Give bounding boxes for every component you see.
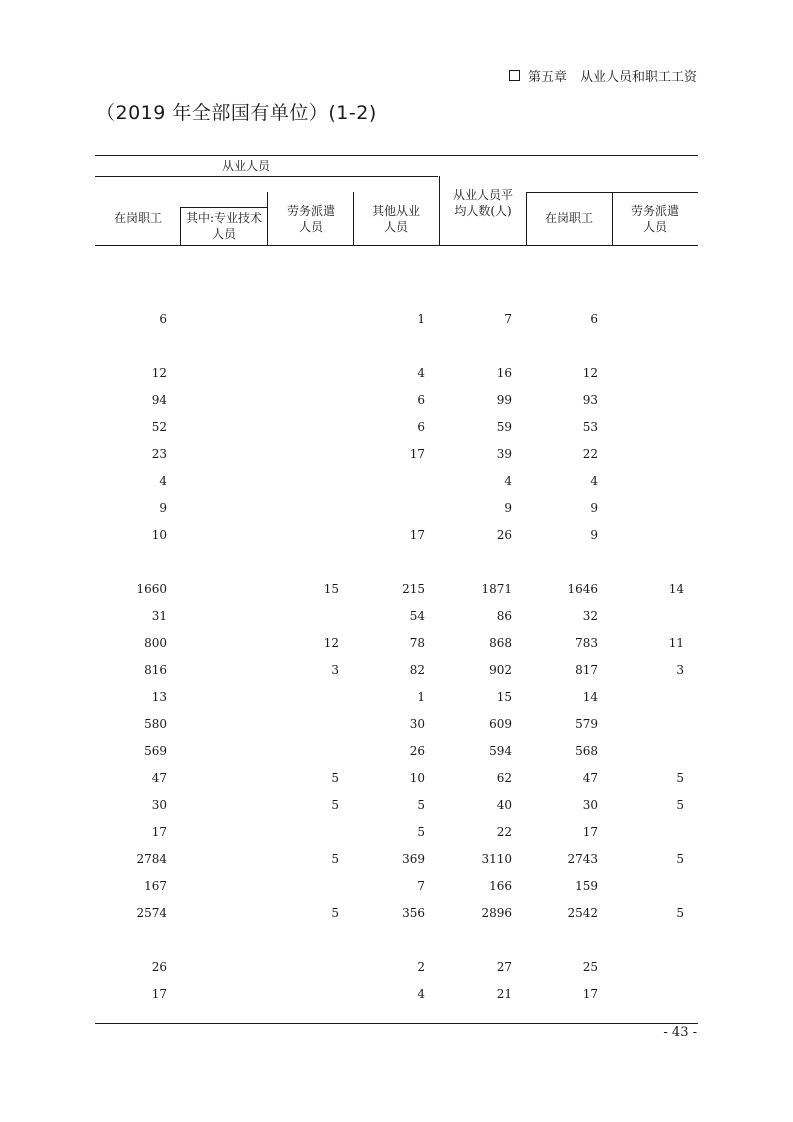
table-cell-c4: 82	[409, 663, 425, 677]
table-cell-c1: 2574	[136, 906, 167, 920]
table-cell-c3: 12	[323, 636, 339, 650]
table-cell-c6: 1646	[567, 582, 598, 596]
table-cell-c4: 6	[417, 393, 425, 407]
table-cell-c4: 4	[417, 366, 425, 380]
table-cell-c6: 2743	[567, 852, 598, 866]
col-divider	[526, 192, 527, 245]
table-cell-c6: 579	[575, 717, 598, 731]
table-cell-c5: 2896	[481, 906, 512, 920]
table-cell-c4: 30	[409, 717, 425, 731]
table-cell-c3: 5	[331, 771, 339, 785]
header-professional-staff: 其中:专业技术人员	[185, 211, 263, 241]
page-number: - 43 -	[663, 1025, 697, 1040]
table-cell-c6: 2542	[567, 906, 598, 920]
table-cell-c4: 356	[402, 906, 425, 920]
table-cell-c5: 59	[496, 420, 512, 434]
table-cell-c7: 11	[668, 636, 684, 650]
col-divider	[612, 192, 613, 245]
table-cell-c5: 40	[496, 798, 512, 812]
table-cell-c1: 4	[159, 474, 167, 488]
table-cell-c5: 609	[489, 717, 512, 731]
table-cell-c1: 23	[151, 447, 167, 461]
header-other-employees: 其他从业人员	[372, 204, 421, 234]
table-cell-c5: 166	[489, 879, 512, 893]
col-divider	[353, 192, 354, 245]
table-cell-c6: 159	[575, 879, 598, 893]
table-cell-c3: 5	[331, 798, 339, 812]
header-dispatched-labor: 劳务派遣人员	[287, 204, 336, 234]
table-cell-c6: 4	[590, 474, 598, 488]
running-head	[509, 66, 697, 85]
table-cell-c4: 17	[409, 447, 425, 461]
table-cell-c4: 5	[417, 798, 425, 812]
table-cell-c7: 5	[676, 852, 684, 866]
table-cell-c6: 17	[582, 987, 598, 1001]
table-cell-c1: 800	[144, 636, 167, 650]
table-cell-c5: 7	[504, 312, 512, 326]
table-cell-c1: 13	[151, 690, 167, 704]
table-cell-c4: 54	[409, 609, 425, 623]
table-cell-c7: 5	[676, 798, 684, 812]
table-cell-c7: 5	[676, 906, 684, 920]
table-cell-c1: 10	[151, 528, 167, 542]
table-cell-c5: 868	[489, 636, 512, 650]
table-cell-c1: 12	[151, 366, 167, 380]
table-cell-c7: 3	[676, 663, 684, 677]
table-cell-c4: 78	[409, 636, 425, 650]
table-cell-c6: 12	[582, 366, 598, 380]
table-cell-c6: 53	[582, 420, 598, 434]
table-cell-c7: 14	[668, 582, 684, 596]
chapter-title: 第五章 从业人员和职工工资	[527, 70, 697, 85]
table-cell-c4: 215	[402, 582, 425, 596]
header-average-employees: 从业人员平均人数(人)	[452, 188, 513, 218]
table-cell-c4: 1	[417, 312, 425, 326]
col-divider	[267, 192, 268, 245]
table-cell-c1: 47	[151, 771, 167, 785]
table-cell-c6: 32	[582, 609, 598, 623]
table-cell-c1: 9	[159, 501, 167, 515]
table-cell-c1: 94	[151, 393, 167, 407]
table-cell-c1: 26	[151, 960, 167, 974]
table-cell-c5: 27	[496, 960, 512, 974]
table-cell-c6: 6	[590, 312, 598, 326]
header-group-employees: 从业人员	[221, 159, 270, 173]
table-cell-c1: 6	[159, 312, 167, 326]
table-cell-c5: 902	[489, 663, 512, 677]
table-cell-c6: 30	[582, 798, 598, 812]
subheader-rule	[180, 207, 267, 208]
table-cell-c4: 1	[417, 690, 425, 704]
table-cell-c1: 816	[144, 663, 167, 677]
table-cell-c1: 167	[144, 879, 167, 893]
table-cell-c4: 26	[409, 744, 425, 758]
header-on-post-staff: 在岗职工	[113, 211, 162, 225]
table-cell-c3: 5	[331, 852, 339, 866]
table-cell-c5: 594	[489, 744, 512, 758]
table-cell-c5: 62	[496, 771, 512, 785]
table-cell-c4: 5	[417, 825, 425, 839]
table-cell-c6: 817	[575, 663, 598, 677]
table-cell-c4: 6	[417, 420, 425, 434]
group-header-rule	[95, 176, 438, 177]
table-cell-c7: 5	[676, 771, 684, 785]
table-cell-c4: 10	[409, 771, 425, 785]
table-bottom-rule	[95, 1023, 698, 1024]
table-cell-c6: 47	[582, 771, 598, 785]
table-cell-c6: 25	[582, 960, 598, 974]
table-cell-c1: 30	[151, 798, 167, 812]
table-cell-c1: 31	[151, 609, 167, 623]
table-cell-c6: 783	[575, 636, 598, 650]
table-cell-c5: 1871	[481, 582, 512, 596]
table-cell-c4: 2	[417, 960, 425, 974]
table-cell-c4: 7	[417, 879, 425, 893]
table-cell-c5: 4	[504, 474, 512, 488]
header-bottom-rule	[95, 245, 698, 246]
table-cell-c5: 9	[504, 501, 512, 515]
table-cell-c4: 369	[402, 852, 425, 866]
table-cell-c5: 99	[496, 393, 512, 407]
header-on-post-staff-2: 在岗职工	[544, 211, 593, 225]
table-cell-c5: 3110	[481, 852, 512, 866]
table-cell-c6: 17	[582, 825, 598, 839]
table-cell-c5: 26	[496, 528, 512, 542]
table-cell-c6: 93	[582, 393, 598, 407]
table-cell-c6: 9	[590, 528, 598, 542]
table-cell-c1: 17	[151, 825, 167, 839]
table-cell-c4: 17	[409, 528, 425, 542]
table-top-rule	[95, 155, 698, 156]
table-cell-c4: 4	[417, 987, 425, 1001]
table-cell-c5: 16	[496, 366, 512, 380]
table-cell-c5: 21	[496, 987, 512, 1001]
table-cell-c1: 569	[144, 744, 167, 758]
table-cell-c3: 15	[323, 582, 339, 596]
table-cell-c6: 568	[575, 744, 598, 758]
square-icon	[509, 70, 520, 81]
table-title: （2019 年全部国有单位）(1-2)	[96, 102, 377, 124]
table-cell-c1: 17	[151, 987, 167, 1001]
table-cell-c1: 580	[144, 717, 167, 731]
table-cell-c6: 9	[590, 501, 598, 515]
col-divider	[439, 176, 440, 245]
table-cell-c5: 15	[496, 690, 512, 704]
table-cell-c5: 22	[496, 825, 512, 839]
table-cell-c3: 3	[331, 663, 339, 677]
table-cell-c1: 1660	[136, 582, 167, 596]
col-divider	[180, 207, 181, 245]
table-cell-c1: 52	[151, 420, 167, 434]
table-cell-c6: 22	[582, 447, 598, 461]
table-cell-c6: 14	[582, 690, 598, 704]
table-cell-c5: 86	[496, 609, 512, 623]
header-dispatched-labor-2: 劳务派遣人员	[631, 204, 680, 234]
table-cell-c5: 39	[496, 447, 512, 461]
table-cell-c3: 5	[331, 906, 339, 920]
table-cell-c1: 2784	[136, 852, 167, 866]
